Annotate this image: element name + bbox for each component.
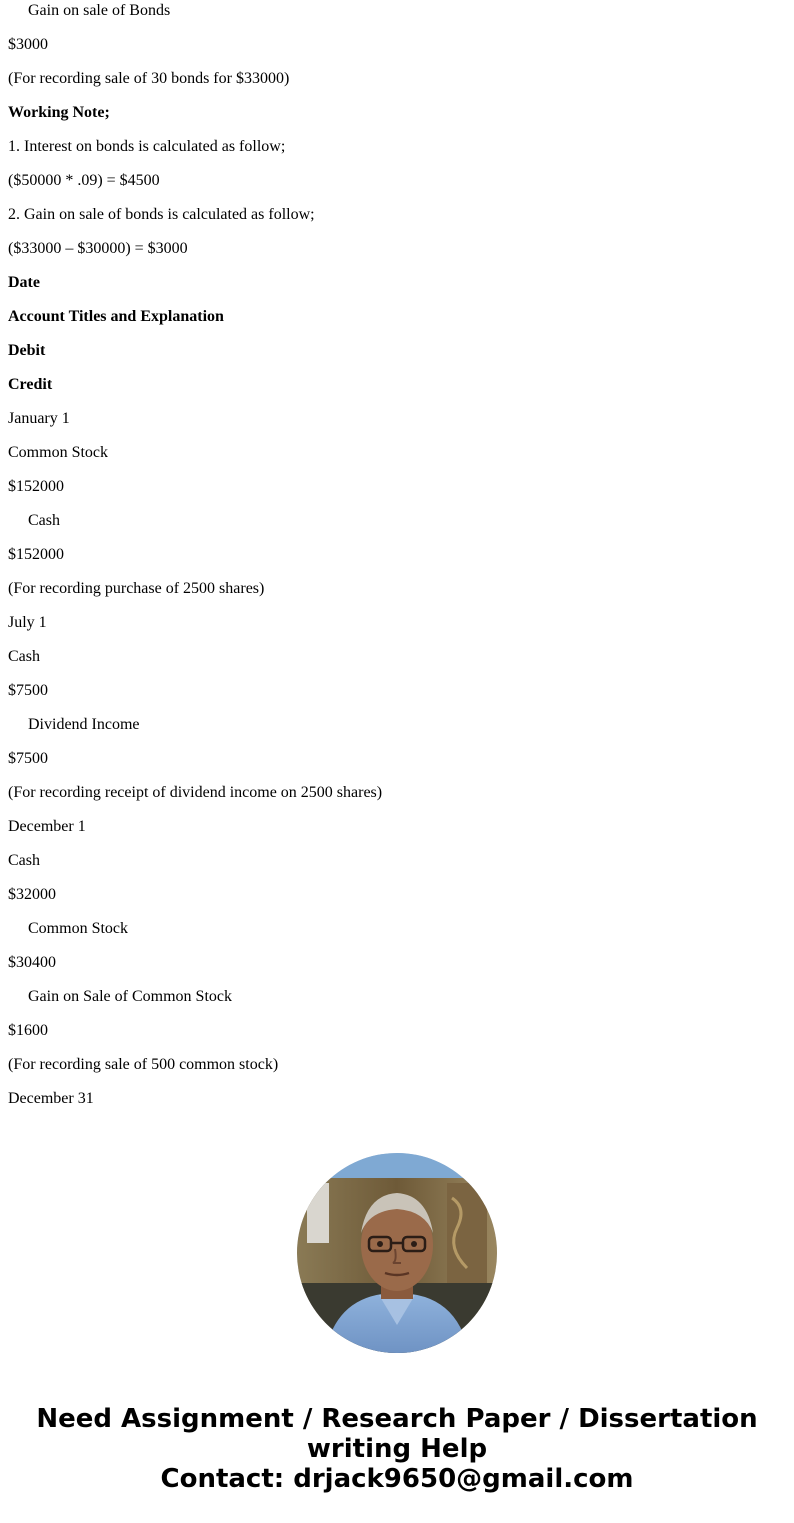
text-line: $32000 [8, 886, 56, 903]
column-header: Date [8, 274, 40, 291]
text-line: Gain on sale of Bonds [28, 2, 171, 19]
text-line: Gain on Sale of Common Stock [28, 988, 232, 1005]
column-header: Account Titles and Explanation [8, 308, 224, 325]
column-header: Debit [8, 342, 46, 359]
contact-banner [0, 1404, 794, 1494]
text-line: December 31 [8, 1090, 94, 1107]
text-line: July 1 [8, 614, 47, 631]
text-line: (For recording receipt of dividend income on 2500 shares) [8, 784, 383, 801]
text-line: $7500 [8, 750, 48, 767]
text-line: December 1 [8, 818, 86, 835]
text-line: 2. Gain on sale of bonds is calculated as follow; [8, 206, 315, 223]
text-line: $7500 [8, 682, 48, 699]
banner-line: Need Assignment / Research Paper / Dissertation [36, 1404, 758, 1434]
text-line: January 1 [8, 410, 70, 427]
text-line: $152000 [8, 546, 64, 563]
text-line: $152000 [8, 478, 64, 495]
section-heading: Working Note; [8, 104, 110, 121]
text-line: $30400 [8, 954, 56, 971]
column-header: Credit [8, 376, 53, 393]
text-line: Cash [28, 512, 60, 529]
author-photo [297, 1153, 497, 1353]
text-line: Cash [8, 852, 40, 869]
text-line: $1600 [8, 1022, 48, 1039]
text-line: ($50000 * .09) = $4500 [8, 172, 160, 189]
text-line: (For recording sale of 30 bonds for $33000) [8, 70, 290, 87]
banner-line: writing Help [306, 1434, 488, 1464]
text-line: Cash [8, 648, 40, 665]
text-line: ($33000 – $30000) = $3000 [8, 240, 188, 257]
text-line: (For recording purchase of 2500 shares) [8, 580, 265, 597]
text-line: Common Stock [8, 444, 109, 461]
text-line: Dividend Income [28, 716, 140, 733]
text-line: 1. Interest on bonds is calculated as follow; [8, 138, 286, 155]
contact-email: Contact: drjack9650@gmail.com [160, 1464, 634, 1494]
text-line: (For recording sale of 500 common stock) [8, 1056, 279, 1073]
text-line: $3000 [8, 36, 48, 53]
text-line: Common Stock [28, 920, 129, 937]
